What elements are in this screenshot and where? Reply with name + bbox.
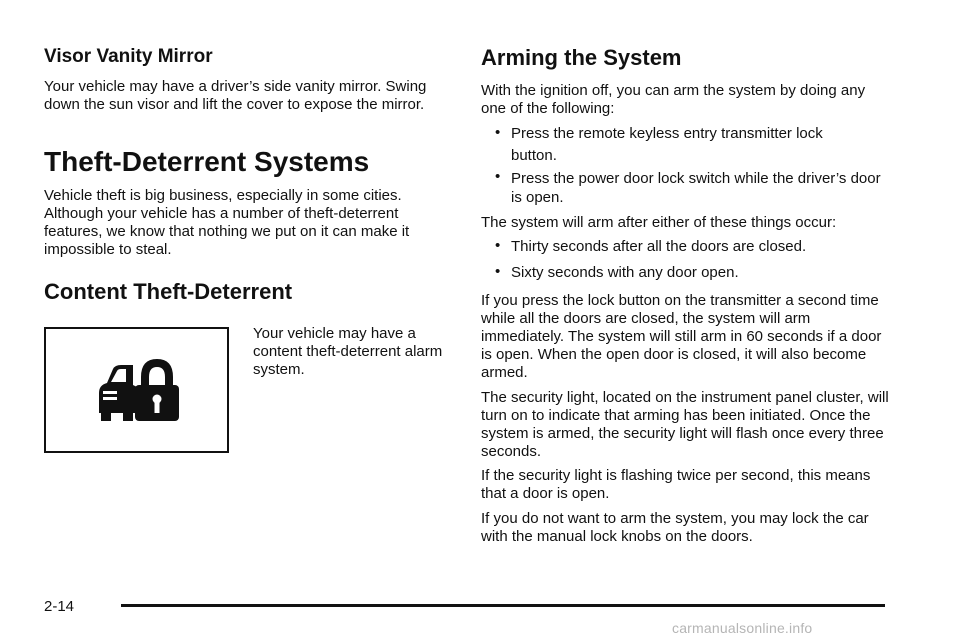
bullet-icon: • <box>495 168 501 185</box>
arming-method-item <box>495 125 855 167</box>
arm-after-text: The system will arm after either of these things occur: <box>481 214 837 231</box>
arm-condition-text: Sixty seconds with any door open. <box>511 264 739 281</box>
arming-method-text: Press the power door lock switch while the driver’s door is open. <box>511 170 881 206</box>
bullet-icon: • <box>495 237 501 254</box>
security-icon-box <box>44 327 229 453</box>
visor-vanity-mirror-heading: Visor Vanity Mirror <box>44 46 213 67</box>
theft-deterrent-systems-heading: Theft-Deterrent Systems <box>44 146 370 177</box>
arm-condition-item <box>495 264 895 282</box>
visor-vanity-mirror-text: Your vehicle may have a driver’s side vanity mirror. Swing down the sun visor and lift the cover to expose the mirror. <box>44 78 427 113</box>
manual-lock-paragraph: If you do not want to arm the system, you may lock the car with the manual lock knobs on the doors. <box>481 510 869 545</box>
security-light-paragraph: The security light, located on the instrument panel cluster, will turn on to indicate that arming has been initiated. Once the system is armed, the security light will flash once every three seconds. <box>481 389 889 460</box>
content-theft-deterrent-heading: Content Theft-Deterrent <box>44 279 293 304</box>
watermark: carmanualsonline.info <box>672 620 813 636</box>
theft-deterrent-text: Vehicle theft is big business, especially in some cities. Although your vehicle has a number of theft-deterrent features, we know that nothing we put on it can make it impossible to steal. <box>44 187 410 258</box>
arming-method-item <box>495 169 895 207</box>
bullet-icon: • <box>495 263 501 280</box>
page-number: 2-14 <box>44 598 75 615</box>
arm-condition-text: Thirty seconds after all the doors are closed. <box>511 238 807 255</box>
arming-method-text: Press the remote keyless entry transmitter lock button. <box>511 125 823 164</box>
arming-intro-text: With the ignition off, you can arm the system by doing any one of the following: <box>481 82 866 117</box>
flashing-light-paragraph: If the security light is flashing twice per second, this means that a door is open. <box>481 467 871 502</box>
footer-divider <box>121 604 885 607</box>
bullet-icon: • <box>495 124 501 141</box>
arming-the-system-heading: Arming the System <box>481 45 682 70</box>
arm-condition-item <box>495 238 895 256</box>
content-theft-deterrent-text: Your vehicle may have a content theft-deterrent alarm system. <box>253 325 443 378</box>
second-press-paragraph: If you press the lock button on the transmitter a second time while all the doors are closed, the system will arm immediately. The system will still arm in 60 seconds if a door is open. When the open door is closed, it will also become armed. <box>481 292 882 381</box>
car-with-padlock-icon <box>93 355 181 427</box>
